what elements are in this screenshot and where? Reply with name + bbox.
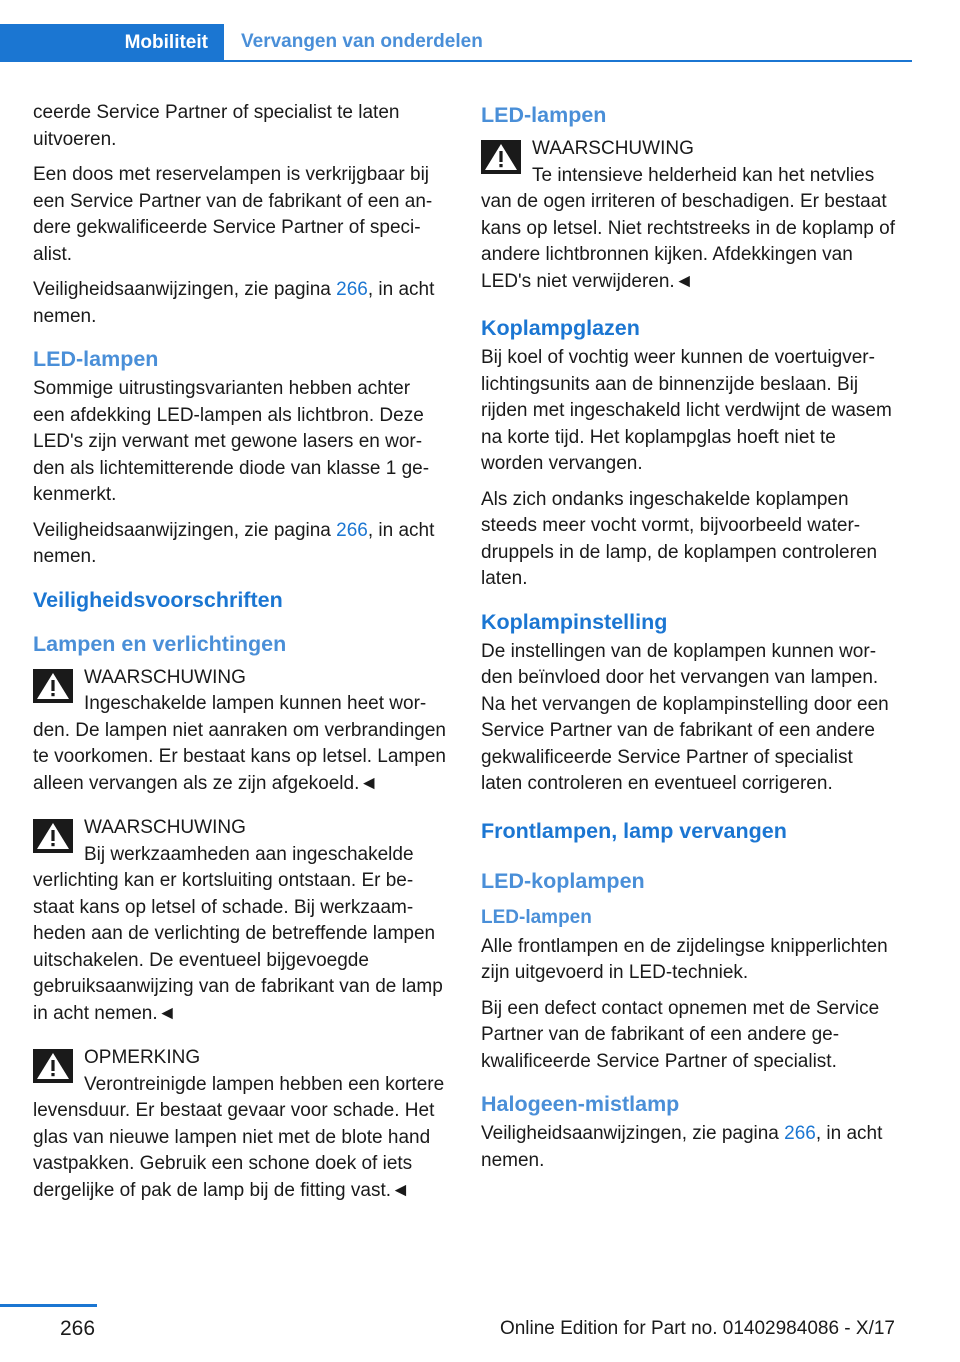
warning-title: WAARSCHUWING [84, 817, 246, 838]
warning-title: WAARSCHUWING [84, 666, 246, 688]
heading-frontlampen: Frontlampen, lamp vervangen [481, 818, 787, 843]
warning-title: WAARSCHUWING [532, 138, 694, 159]
paragraph: Als zich ondanks ingeschakelde koplampen steeds meer vocht vormt, bijvoorbeeld waterdruppels in de lamp, de koplampen controleren laten. [481, 488, 878, 589]
heading-koplampglazen: Koplampglazen [481, 316, 640, 340]
left-column [33, 100, 447, 1222]
paragraph: Alle frontlampen en de zijdelingse knipperlichten zijn uitgevoerd in LED-techniek. [481, 935, 888, 983]
paragraph [33, 277, 447, 330]
warning-triangle-icon [481, 140, 521, 174]
paragraph: Sommige uitrustingsvarianten hebben achter een afdekking LED-lampen als lichtbron. Deze LED's zijn verwant met gewone lasers en worden als lichtemitterende diode van klasse 1 gekenmerkt. [33, 378, 430, 505]
text: , in acht nemen. [33, 519, 435, 567]
text: Veiligheidsaanwijzingen, zie pagina [33, 519, 337, 541]
heading-led-lampen: LED-lampen [481, 103, 607, 127]
warning-triangle-icon [33, 669, 73, 703]
heading-safety: Veiligheidsvoorschriften [33, 587, 283, 612]
warning-text: Ingeschakelde lampen kunnen heet worden. De lampen niet aanraken om verbrandingen te voorkomen. Er bestaat kans op letsel. Lampen alleen vervangen als ze zijn afgekoeld.◄ [33, 693, 446, 794]
paragraph: Een doos met reservelampen is verkrijgbaar bij een Service Partner van de fabrikant of een andere gekwalificeerde Service Partner of specialist. [33, 164, 433, 265]
paragraph [33, 518, 447, 571]
right-column [481, 100, 895, 1183]
paragraph: Bij koel of vochtig weer kunnen de voertuigverlichtingsunits aan de binnenzijde beslaan. Bij rijden met ingeschakeld licht verdwijnt de wasem na korte tijd. Het koplampglas hoeft niet te worden vervangen. [481, 347, 892, 474]
heading-led-koplampen: LED-koplampen [481, 868, 645, 893]
warning-block [33, 815, 447, 1027]
tab-chapter[interactable]: Vervangen van onderdelen [224, 24, 912, 62]
warning-block [481, 136, 895, 295]
heading-led-lampen: LED-lampen [33, 347, 159, 371]
paragraph: ceerde Service Partner of specialist te laten uitvoeren. [33, 102, 400, 150]
tab-section[interactable]: Mobiliteit [0, 24, 224, 62]
heading-koplampinstelling: Koplampinstelling [481, 609, 668, 634]
heading-halogeen-mistlamp: Halogeen-mistlamp [481, 1092, 680, 1116]
heading-lamps: Lampen en verlichtingen [33, 631, 287, 656]
warning-triangle-icon [33, 819, 73, 853]
note-block [33, 1045, 447, 1204]
text: , in acht nemen. [481, 1123, 883, 1171]
warning-text: Te intensieve helderheid kan het netvlies van de ogen irriteren of beschadigen. Er bestaat kans op letsel. Niet rechtstreeks in de koplamp of andere lichtbronnen kijken. Afdekkingen van LED's niet verwijderen.◄ [481, 164, 895, 292]
text: , in acht nemen. [33, 279, 435, 327]
paragraph: Bij een defect contact opnemen met de Service Partner van de fabrikant of een andere gekwalificeerde Service Partner of specialist. [481, 997, 880, 1072]
warning-text: Bij werkzaamheden aan ingeschakelde verlichting kan er kortsluiting ontstaan. Er bestaat kans op letsel of schade. Bij werkzaamheden aan de verlichting de betreffende lampen uitschakelen. De eventueel bijgevoegde gebruiksaanwijzing van de fabrikant van de lamp in acht nemen.◄ [33, 843, 443, 1024]
footer-accent-line [0, 1304, 97, 1307]
warning-block [33, 665, 447, 798]
note-title: OPMERKING [84, 1047, 201, 1068]
page-number: 266 [60, 1317, 96, 1340]
text: Veiligheidsaanwijzingen, zie pagina [33, 279, 337, 300]
page-link[interactable]: 266 [784, 1123, 816, 1144]
note-text: Verontreinigde lampen hebben een kortere levensduur. Er bestaat gevaar voor schade. Het glas van nieuwe lampen niet met de blote hand vastpakken. Gebruik een schone doek of iets dergelijke of pak de lamp bij de fitting vast.◄ [33, 1073, 445, 1201]
warning-triangle-icon [33, 1049, 73, 1083]
edition-text: Online Edition for Part no. 01402984086 - X/17 [499, 1318, 895, 1339]
text: Veiligheidsaanwijzingen, zie pagina [481, 1123, 785, 1144]
page-link[interactable]: 266 [336, 279, 368, 300]
subheading-led-lampen: LED-lampen [481, 906, 592, 928]
header-tabs [0, 24, 895, 62]
paragraph: De instellingen van de koplampen kunnen worden beïnvloed door het vervangen van lampen. Na het vervangen de koplampinstelling door een Service Partner van de fabrikant of een andere gekwalificeerde Service Partner of specialist laten controleren en eventueel corrigeren. [481, 640, 889, 794]
page-link[interactable]: 266 [336, 519, 368, 541]
paragraph [481, 1121, 895, 1174]
